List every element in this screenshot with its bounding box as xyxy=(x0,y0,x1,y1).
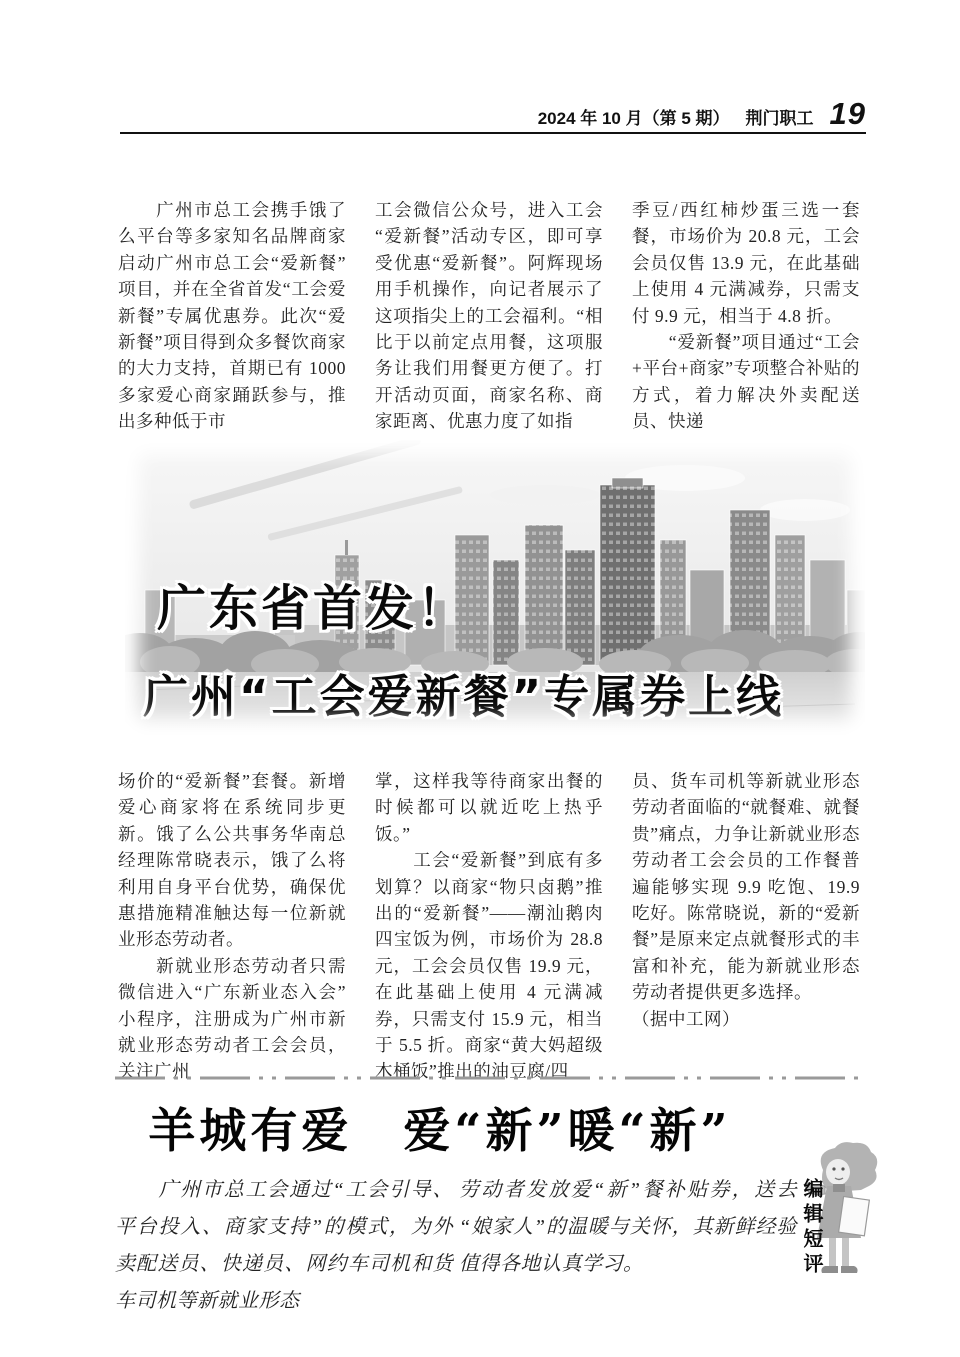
article-bottom-section xyxy=(118,768,860,1082)
page-number: 19 xyxy=(829,96,866,131)
banner-title-line2: 广州“工会爱新餐”专属券上线 xyxy=(143,670,785,723)
paragraph: 季豆/西红柿炒蛋三选一套餐，市场价为 20.8 元，工会会员仅售 13.9 元，在此基础上使用 4 元满减券，只需支付 9.9 元，相当于 4.8 折。 xyxy=(632,200,860,326)
editorial-column-2: 劳动者发放爱“新”餐补贴券，送去“娘家人”的温暖与关怀，其新鲜经验值得各地认真学习。 xyxy=(459,1179,797,1275)
paragraph: 员、货车司机等新就业形态劳动者面临的“就餐难、就餐贵”痛点，力争让新就业形态劳动者工会会员的工作餐普遍能够实现 9.9 吃饱、19.9 吃好。陈常晓说，新的“爱新餐”是原来定点就餐形式的丰富和补充，能为新就业形态劳动者提供更多选择。 xyxy=(632,771,860,1003)
publication-name: 荆门职工 xyxy=(745,109,814,128)
article-column-4 xyxy=(118,768,346,1082)
banner-title-line1: 广东省首发！ xyxy=(157,580,470,637)
paragraph: 广州市总工会携手饿了么平台等多家知名品牌商家启动广州市总工会“爱新餐”项目，并在全省首发“工会爱新餐”专属优惠券。此次“爱新餐”项目得到众多餐饮商家的大力支持，首期已有 1000 多家爱心商家踊跃参与，推出多种低于市 xyxy=(118,200,346,432)
city-skyline-illustration xyxy=(125,440,865,735)
paragraph: 掌，这样我等待商家出餐的时候都可以就近吃上热乎饭。” xyxy=(375,771,603,844)
article-column-6 xyxy=(632,768,860,1038)
article-top-section xyxy=(118,197,860,432)
editorial-section xyxy=(115,1172,797,1320)
paragraph: 工会“爱新餐”到底有多划算？以商家“物只卤鹅”推出的“爱新餐”——潮汕鹅肉四宝饭为例，市场价为 28.8 元，工会会员仅售 19.9 元，在此基础上使用 4 元满减券，只需支付 15.9 元，相当于 5.5 折。商家“黄大妈超级木桶饭”推出的油豆腐/四 xyxy=(375,850,603,1082)
header-rule xyxy=(120,132,866,134)
article-column-3 xyxy=(632,197,860,432)
paragraph: 场价的“爱新餐”套餐。新增爱心商家将在系统同步更新。饿了么公共事务华南总经理陈常晓表示，饿了么将利用自身平台优势，确保优惠措施精准触达每一位新就业形态劳动者。 xyxy=(118,771,346,950)
article-column-2 xyxy=(375,197,603,432)
section-divider xyxy=(115,1068,867,1074)
page-header xyxy=(538,96,866,132)
editorial-column-1: 广州市总工会通过“工会引导、平台投入、商家支持”的模式，为外卖配送员、快递员、网约车司机和货车司机等新就业形态 xyxy=(115,1179,453,1312)
article-column-5 xyxy=(375,768,603,1082)
editorial-title: 羊城有爱 爱“新”暖“新” xyxy=(148,1104,732,1159)
article-column-1 xyxy=(118,197,346,432)
byline: （据中工网） xyxy=(632,1008,740,1029)
issue-date: 2024 年 10 月（第 5 期） xyxy=(537,109,730,128)
paragraph: 新就业形态劳动者只需微信进入“广东新业态入会”小程序，注册成为广州市新就业形态劳动者工会会员，关注广州 xyxy=(118,955,346,1082)
editorial-label: 编辑短评 xyxy=(800,1178,822,1278)
paragraph: 工会微信公众号，进入工会“爱新餐”活动专区，即可享受优惠“爱新餐”。阿辉现场用手机操作，向记者展示了这项指尖上的工会福利。“相比于以前定点用餐，这项服务让我们用餐更方便了。打开活动页面，商家名称、商家距离、优惠力度了如指 xyxy=(375,200,603,432)
paragraph: “爱新餐”项目通过“工会+平台+商家”专项整合补贴的方式，着力解决外卖配送员、快递 xyxy=(632,332,860,432)
banner-image xyxy=(125,440,865,735)
